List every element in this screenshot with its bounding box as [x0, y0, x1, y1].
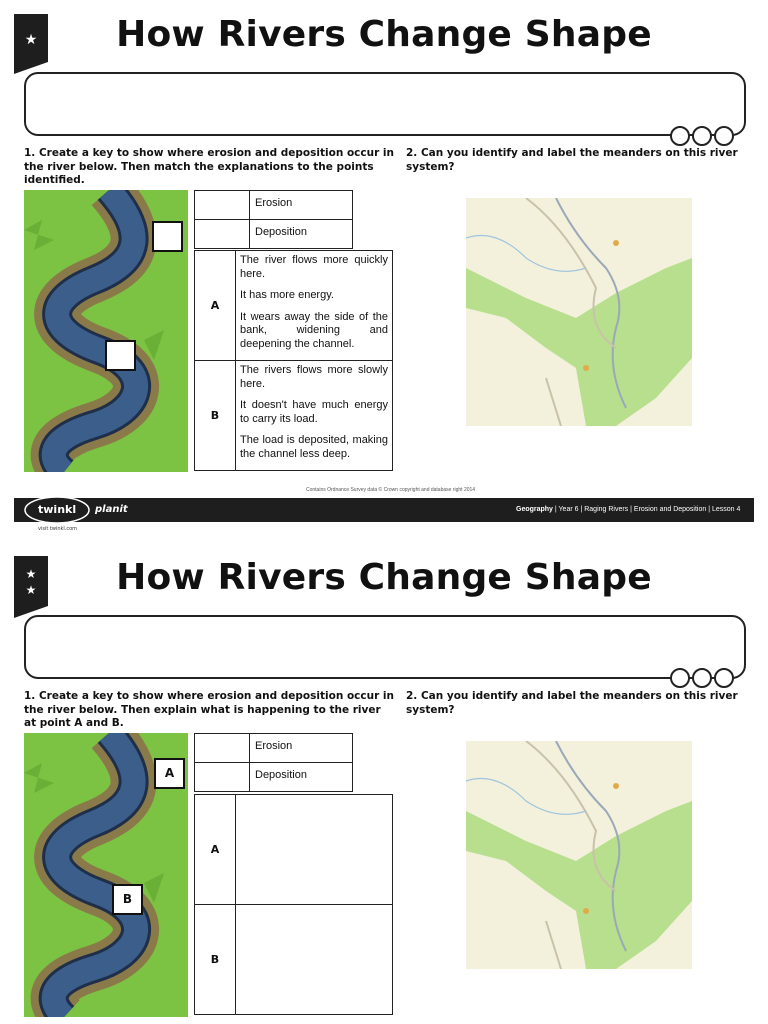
decorative-circles [670, 668, 734, 688]
svg-text:★: ★ [25, 567, 37, 581]
explanation-line: It wears away the side of the bank, widening and deepening the channel. [240, 310, 388, 350]
explanation-table [194, 250, 393, 471]
key-label-deposition: Deposition [250, 763, 353, 792]
answer-cell-a[interactable] [236, 795, 393, 905]
marker-point-a[interactable] [152, 221, 183, 252]
row-letter-a: A [195, 251, 236, 361]
river-map[interactable] [466, 198, 692, 426]
decorative-circles [670, 126, 734, 146]
explanation-a[interactable] [236, 251, 393, 361]
page-title: How Rivers Change Shape [116, 557, 652, 598]
answer-box[interactable] [24, 615, 746, 679]
explanation-line: It doesn't have much energy to carry its load. [240, 399, 388, 425]
planit-label: planit [95, 504, 128, 515]
marker-point-b[interactable] [105, 340, 136, 371]
explanation-line: The rivers flows more slowly here. [240, 364, 388, 390]
marker-point-a[interactable]: A [154, 758, 185, 789]
marker-point-b[interactable]: B [112, 884, 143, 915]
key-swatch-deposition[interactable] [195, 763, 250, 792]
answer-cell-b[interactable] [236, 905, 393, 1015]
svg-text:★: ★ [25, 583, 37, 597]
key-label-erosion: Erosion [250, 191, 353, 220]
key-label-erosion: Erosion [250, 734, 353, 763]
footer-lesson-info [516, 506, 740, 513]
brand-name: twinkl [38, 503, 77, 516]
question-1: 1. Create a key to show where erosion and deposition occur in the river below. Then explain what is happening to the river at point A and B. [24, 690, 394, 729]
question-2: 2. Can you identify and label the meanders on this river system? [406, 147, 738, 173]
explanation-line: The river flows more quickly here. [240, 254, 388, 280]
explanation-line: The load is deposited, making the channel less deep. [240, 434, 388, 460]
key-label-deposition: Deposition [250, 220, 353, 249]
copyright-text: Contains Ordnance Survey data © Crown copyright and database right 2014 [306, 487, 476, 493]
key-table [194, 190, 353, 249]
row-letter-b: B [195, 361, 236, 471]
svg-text:★: ★ [24, 32, 38, 48]
question-1: 1. Create a key to show where erosion and deposition occur in the river below. Then match the explanations to the points identified. [24, 147, 394, 186]
explanation-line: It has more energy. [240, 289, 334, 301]
explanation-b[interactable] [236, 361, 393, 471]
question-2: 2. Can you identify and label the meanders on this river system? [406, 690, 738, 716]
page-title: How Rivers Change Shape [116, 14, 652, 55]
footer-url: visit twinkl.com [38, 526, 78, 532]
footer-subject: Geography [516, 506, 553, 513]
key-swatch-deposition[interactable] [195, 220, 250, 249]
key-swatch-erosion[interactable] [195, 734, 250, 763]
river-map[interactable] [466, 741, 692, 969]
key-table [194, 733, 353, 792]
bookmark-ribbon [14, 14, 48, 74]
explanation-table [194, 794, 393, 1015]
row-letter-a: A [195, 795, 236, 905]
footer-details: | Year 6 | Raging Rivers | Erosion and Deposition | Lesson 4 [552, 506, 741, 513]
key-swatch-erosion[interactable] [195, 191, 250, 220]
bookmark-ribbon [14, 556, 48, 618]
answer-box[interactable] [24, 72, 746, 136]
row-letter-b: B [195, 905, 236, 1015]
